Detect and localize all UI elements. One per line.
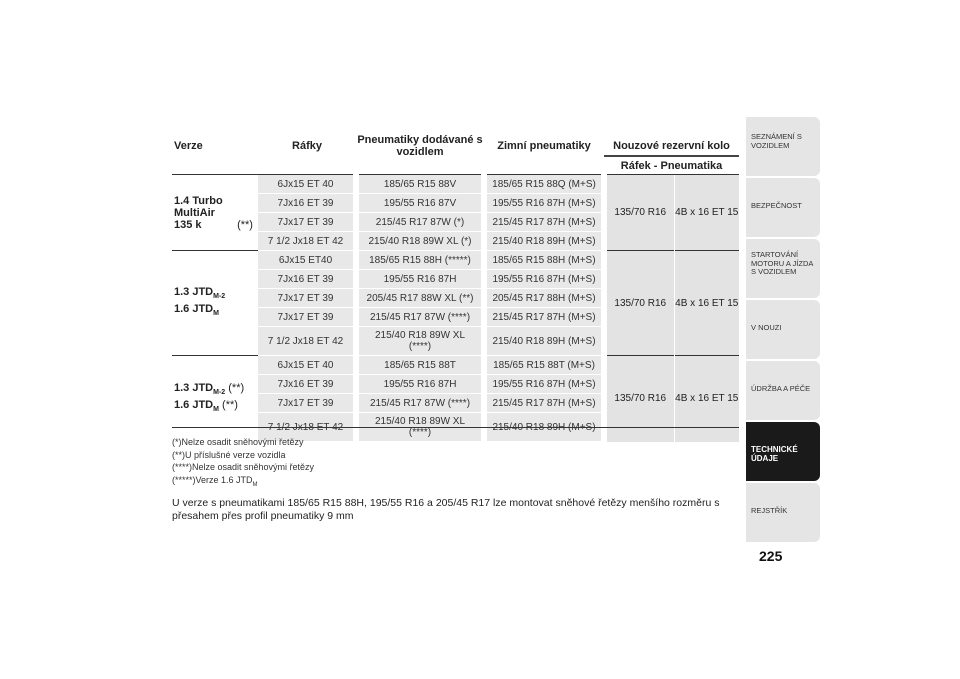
verze-cell [172, 356, 258, 442]
zimni-cell: 215/40 R18 89H (M+S) [484, 413, 604, 442]
zimni-cell: 195/55 R16 87H (M+S) [484, 375, 604, 394]
verze-name: 1.3 JTD [174, 381, 214, 394]
dodavane-cell: 215/45 R17 87W (*) [356, 213, 484, 232]
tab-rejstrik[interactable]: REJSTŘÍK [746, 483, 820, 542]
header-zimni: Zimní pneumatiky [497, 139, 591, 152]
verze-note: (**) [222, 398, 238, 411]
rafky-cell: 7Jx17 ET 39 [258, 213, 356, 232]
dodavane-cell: 215/40 R18 89W XL (****) [356, 413, 484, 442]
dodavane-cell: 205/45 R17 88W XL (**) [356, 289, 484, 308]
table-row [172, 356, 739, 375]
zimni-cell: 195/55 R16 87H (M+S) [484, 194, 604, 213]
tab-seznameni[interactable]: SEZNÁMENÍ S VOZIDLEM [746, 117, 820, 176]
footnote [172, 474, 314, 491]
verze-subscript: M-2 [213, 293, 226, 300]
verze-line [174, 303, 258, 320]
footnote: (****)Nelze osadit sněhovými řetězy [172, 462, 315, 472]
zimni-cell: 185/65 R15 88T (M+S) [484, 356, 604, 375]
dodavane-cell: 195/55 R16 87H [356, 375, 484, 394]
verze-note: (**) [228, 381, 245, 394]
tab-bezpecnost[interactable]: BEZPEČNOST [746, 178, 820, 237]
verze-subscript: M-2 [213, 388, 226, 396]
tab-v-nouzi[interactable]: V NOUZI [746, 300, 820, 359]
zimni-cell: 215/45 R17 87H (M+S) [484, 308, 604, 327]
table-row [172, 175, 739, 194]
rafky-cell: 7Jx17 ET 39 [258, 289, 356, 308]
rafky-cell: 7 1/2 Jx18 ET 42 [258, 232, 356, 251]
dodavane-cell: 195/55 R16 87H [356, 270, 484, 289]
footnotes [172, 436, 314, 491]
dodavane-cell: 185/65 R15 88T [356, 356, 484, 375]
verze-line [174, 382, 258, 399]
chapter-tabs [746, 117, 820, 544]
header-verze: Verze [174, 139, 203, 152]
verze-cell [172, 175, 258, 251]
zimni-cell: 185/65 R15 88Q (M+S) [484, 175, 604, 194]
zimni-cell: 215/40 R18 89H (M+S) [484, 232, 604, 251]
table-row [172, 251, 739, 270]
zimni-cell: 215/45 R17 87H (M+S) [484, 394, 604, 413]
dodavane-cell: 185/65 R15 88H (*****) [356, 251, 484, 270]
verze-subscript: M [213, 405, 219, 413]
header-dodavane: Pneumatiky dodávané s vozidlem [357, 133, 483, 158]
footnote: (*)Nelze osadit sněhovými řetězy [172, 437, 304, 447]
rafky-cell: 7Jx16 ET 39 [258, 270, 356, 289]
rafky-cell: 7 1/2 Jx18 ET 42 [258, 413, 356, 442]
rafky-cell: 6Jx15 ET 40 [258, 356, 356, 375]
page-number: 225 [759, 548, 783, 564]
verze-cell [172, 251, 258, 356]
verze-name: 1.3 JTD [174, 285, 214, 298]
zimni-cell: 215/40 R18 89H (M+S) [484, 327, 604, 356]
header-nouzove: Nouzové rezervní kolo [604, 117, 739, 156]
dodavane-cell: 195/55 R16 87V [356, 194, 484, 213]
verze-line [174, 399, 258, 416]
dodavane-cell: 215/40 R18 89W XL (*) [356, 232, 484, 251]
header-rafek-pneu: Ráfek - Pneumatika [620, 159, 723, 172]
verze-subscript: M [213, 310, 219, 318]
rafky-cell: 6Jx15 ET40 [258, 251, 356, 270]
verze-name: 1.6 JTD [174, 303, 214, 315]
rezerva-pneu-cell: 135/70 R16 [604, 356, 674, 442]
zimni-cell: 205/45 R17 88H (M+S) [484, 289, 604, 308]
rezerva-rafek-cell: 4B x 16 ET 15 [674, 251, 739, 356]
rafky-cell: 6Jx15 ET 40 [258, 175, 356, 194]
rezerva-pneu-cell: 135/70 R16 [604, 175, 674, 251]
tab-technicke-udaje[interactable]: TECHNICKÉ ÚDAJE [746, 422, 820, 481]
rezerva-rafek-cell: 4B x 16 ET 15 [674, 175, 739, 251]
zimni-cell: 215/45 R17 87H (M+S) [484, 213, 604, 232]
footnote-text: (*****)Verze 1.6 JTD [172, 474, 253, 485]
verze-note: (**) [237, 218, 253, 231]
dodavane-cell: 185/65 R15 88V [356, 175, 484, 194]
rezerva-rafek-cell: 4B x 16 ET 15 [674, 356, 739, 442]
verze-name: 1.6 JTD [174, 398, 214, 411]
rafky-cell: 7Jx17 ET 39 [258, 308, 356, 327]
tab-udrzba[interactable]: ÚDRŽBA A PÉČE [746, 361, 820, 420]
footnote-subscript: M [252, 481, 258, 488]
dodavane-cell: 215/40 R18 89W XL (****) [356, 327, 484, 356]
rafky-cell: 7Jx16 ET 39 [258, 375, 356, 394]
verze-name: 1.4 Turbo MultiAir 135 k [174, 194, 223, 231]
header-rafky: Ráfky [292, 139, 322, 152]
footnote: (**)U příslušné verze vozidla [172, 449, 286, 460]
verze-line [174, 286, 258, 303]
dodavane-cell: 215/45 R17 87W (****) [356, 394, 484, 413]
rafky-cell: 7 1/2 Jx18 ET 42 [258, 327, 356, 356]
rezerva-pneu-cell: 135/70 R16 [604, 251, 674, 356]
dodavane-cell: 215/45 R17 87W (****) [356, 308, 484, 327]
zimni-cell: 195/55 R16 87H (M+S) [484, 270, 604, 289]
zimni-cell: 185/65 R15 88H (M+S) [484, 251, 604, 270]
table-bottom-rule [172, 427, 739, 428]
snow-chain-paragraph: U verze s pneumatikami 185/65 R15 88H, 195/55 R16 a 205/45 R17 lze montovat sněhové řetězy menšího rozměru s přesahem přes profil pneumatiky 9 mm [172, 497, 720, 522]
tab-startovani[interactable]: STARTOVÁNÍ MOTORU A JÍZDA S VOZIDLEM [746, 239, 820, 298]
tyre-spec-table [172, 117, 739, 442]
rafky-cell: 7Jx16 ET 39 [258, 194, 356, 213]
rafky-cell: 7Jx17 ET 39 [258, 394, 356, 413]
